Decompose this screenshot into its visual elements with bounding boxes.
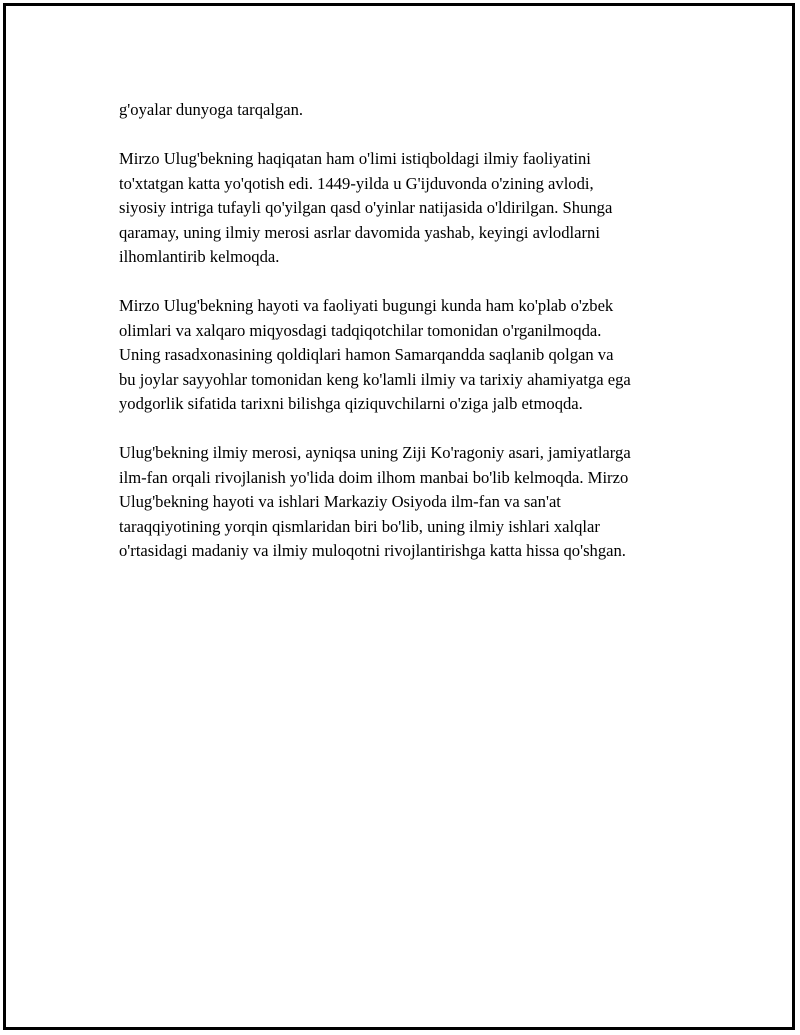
document-body <box>119 98 719 588</box>
paragraph-2 <box>119 147 719 270</box>
text-line: Mirzo Ulug'bekning haqiqatan ham o'limi istiqboldagi ilmiy faoliyatini <box>119 149 591 168</box>
text-line: Mirzo Ulug'bekning hayoti va faoliyati bugungi kunda ham ko'plab o'zbek <box>119 296 614 315</box>
text-line: olimlari va xalqaro miqyosdagi tadqiqotchilar tomonidan o'rganilmoqda. <box>119 320 602 340</box>
text-line: taraqqiyotining yorqin qismlaridan biri bo'lib, uning ilmiy ishlari xalqlar <box>119 516 600 536</box>
text-line: o'rtasidagi madaniy va ilmiy muloqotni rivojlantirishga katta hissa qo'shgan. <box>119 541 626 560</box>
text-line: Ulug'bekning hayoti va ishlari Markaziy Osiyoda ilm-fan va san'at <box>119 492 561 511</box>
text-line: to'xtatgan katta yo'qotish edi. 1449-yilda u G'ijduvonda o'zining avlodi, <box>119 173 594 193</box>
text-line: ilhomlantirib kelmoqda. <box>119 247 280 266</box>
text-line: Ulug'bekning ilmiy merosi, ayniqsa uning Ziji Ko'ragoniy asari, jamiyatlarga <box>119 443 631 462</box>
paragraph-1 <box>119 98 719 123</box>
text-line: siyosiy intriga tufayli qo'yilgan qasd o'yinlar natijasida o'ldirilgan. Shunga <box>119 198 613 217</box>
text-line: bu joylar sayyohlar tomonidan keng ko'lamli ilmiy va tarixiy ahamiyatga ega <box>119 369 631 389</box>
text-line: g'oyalar dunyoga tarqalgan. <box>119 100 304 119</box>
paragraph-4 <box>119 441 719 564</box>
paragraph-3 <box>119 294 719 417</box>
text-line: ilm-fan orqali rivojlanish yo'lida doim ilhom manbai bo'lib kelmoqda. Mirzo <box>119 467 629 487</box>
page <box>3 3 795 1030</box>
text-line: qaramay, uning ilmiy merosi asrlar davomida yashab, keyingi avlodlarni <box>119 222 600 242</box>
text-line: Uning rasadxonasining qoldiqlari hamon Samarqandda saqlanib qolgan va <box>119 345 614 364</box>
text-line: yodgorlik sifatida tarixni bilishga qiziquvchilarni o'ziga jalb etmoqda. <box>119 394 583 413</box>
